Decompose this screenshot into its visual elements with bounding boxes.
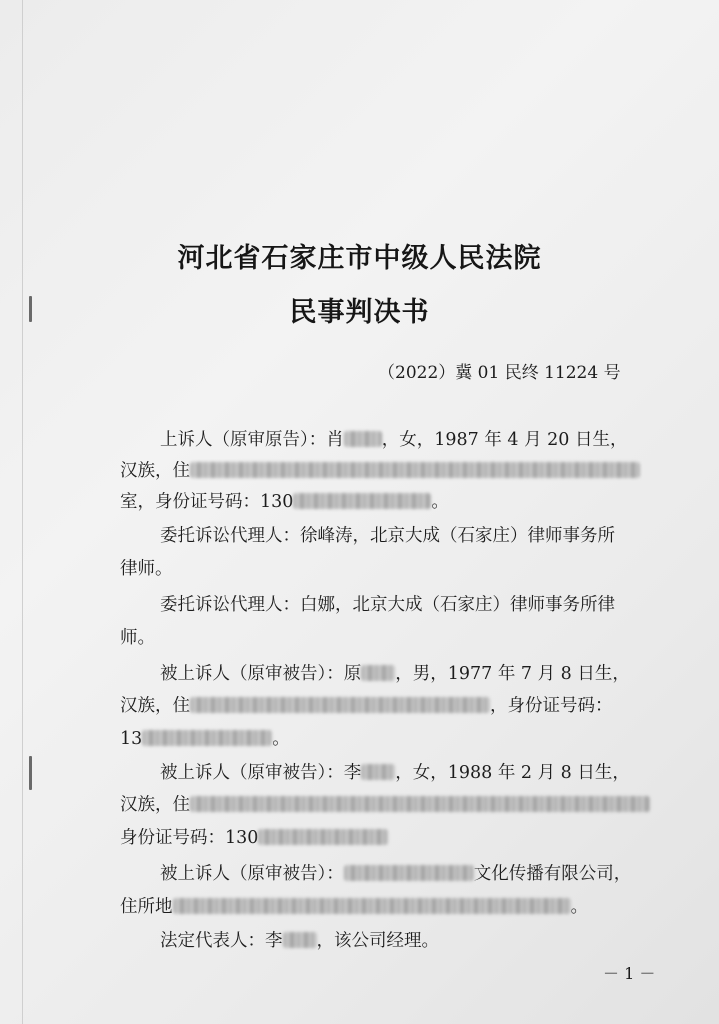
appellant-address-label: 汉族，住 (120, 461, 190, 481)
redacted-id (258, 829, 388, 845)
respondent-3-company-type: 文化传播有限公司， (473, 864, 632, 884)
court-name: 河北省石家庄市中级人民法院 (177, 243, 542, 274)
appellant-address-line (120, 459, 640, 483)
respondent-1-address-label: 汉族，住 (120, 696, 190, 716)
respondent-1-id-label: ，身份证号码： (490, 696, 613, 716)
redacted-address (173, 898, 571, 914)
respondent-2-line (160, 761, 630, 785)
period: 。 (431, 492, 449, 512)
respondent-2-address-label: 汉族，住 (120, 795, 190, 815)
appellant-label: 上诉人（原审原告）：肖 (160, 430, 344, 450)
respondent-1-address-line (120, 694, 613, 718)
agent-2-text-cont: 师。 (120, 628, 155, 648)
legal-representative-line (160, 929, 439, 953)
agent-2-line-cont (120, 626, 155, 650)
redacted-company-name (344, 865, 474, 881)
respondent-3-address-label: 住所地 (120, 897, 173, 917)
redacted-name (361, 764, 395, 780)
redacted-name (361, 665, 395, 681)
period: 。 (570, 897, 588, 917)
case-number: （2022）冀 01 民终 11224 号 (378, 363, 621, 383)
legal-representative-label: 法定代表人：李 (160, 931, 283, 951)
appellant-line (160, 428, 628, 452)
redacted-id (293, 493, 431, 509)
respondent-2-info: ，女，1988 年 2 月 8 日生， (395, 763, 630, 783)
respondent-3-line (160, 862, 631, 886)
agent-1-line-cont (120, 557, 173, 581)
period: 。 (272, 729, 290, 749)
respondent-1-label: 被上诉人（原审被告）：原 (160, 664, 362, 684)
appellant-id-label: 室，身份证号码：130 (120, 492, 294, 512)
redacted-name (283, 932, 317, 948)
document-type: 民事判决书 (289, 297, 430, 328)
redacted-name (344, 431, 382, 447)
respondent-3-label: 被上诉人（原审被告）： (160, 864, 344, 884)
agent-2-line (160, 593, 615, 617)
punch-mark-bottom (29, 756, 32, 790)
redacted-address (190, 796, 650, 812)
appellant-info: ，女，1987 年 4 月 20 日生， (381, 430, 628, 450)
agent-1-text: 委托诉讼代理人：徐峰涛，北京大成（石家庄）律师事务所 (160, 526, 615, 546)
page-edge (22, 0, 23, 1024)
respondent-1-id-line (120, 727, 290, 751)
respondent-2-address-line (120, 793, 650, 817)
respondent-2-label: 被上诉人（原审被告）：李 (160, 763, 362, 783)
respondent-3-address-line (120, 895, 588, 919)
respondent-2-id-label: 身份证号码：130 (120, 828, 259, 848)
appellant-id-line (120, 490, 449, 514)
redacted-address (190, 697, 490, 713)
redacted-address (190, 462, 640, 478)
agent-1-line (160, 524, 615, 548)
legal-representative-role: ，该公司经理。 (316, 931, 439, 951)
redacted-id (142, 730, 272, 746)
respondent-1-id-prefix: 13 (120, 729, 143, 749)
respondent-1-line (160, 662, 630, 686)
respondent-1-info: ，男，1977 年 7 月 8 日生， (395, 664, 630, 684)
respondent-2-id-line (120, 826, 388, 850)
agent-1-text-cont: 律师。 (120, 559, 173, 579)
agent-2-text: 委托诉讼代理人：白娜，北京大成（石家庄）律师事务所律 (160, 595, 615, 615)
page-number: － 1 － (603, 964, 656, 983)
